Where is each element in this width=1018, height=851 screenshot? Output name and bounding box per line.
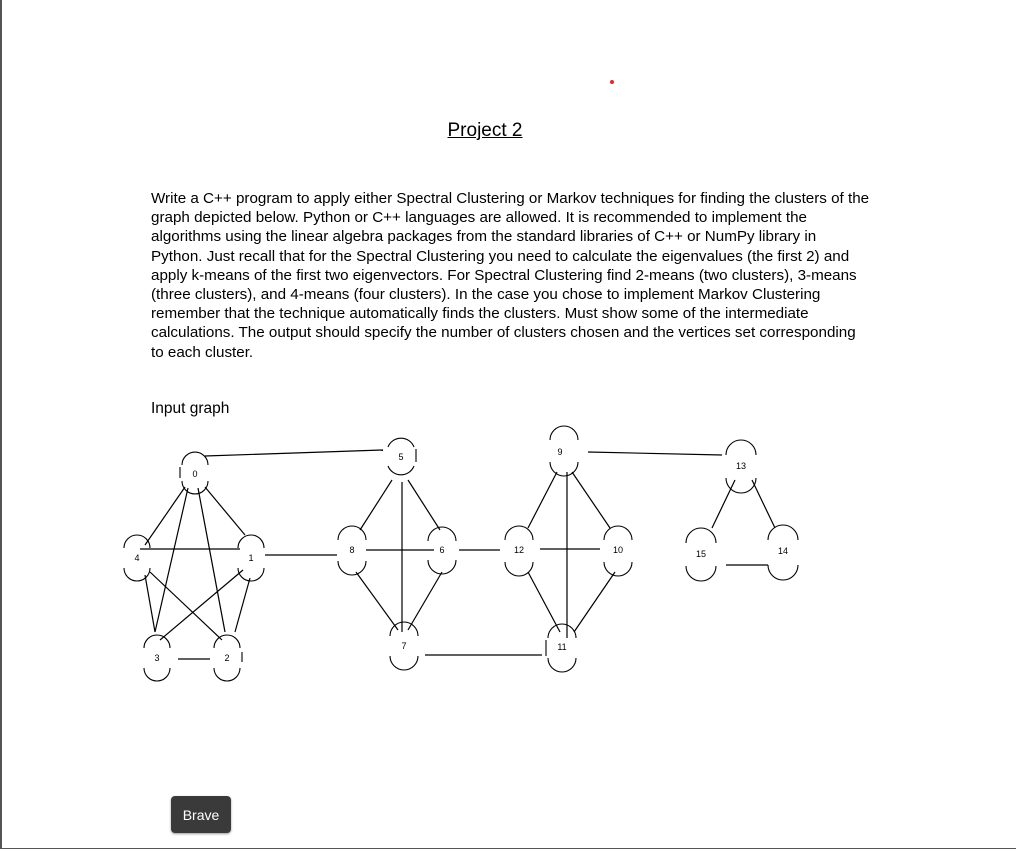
node-label-10: 10	[612, 545, 624, 555]
node-label-13: 13	[735, 461, 747, 471]
edge-13-15	[712, 480, 735, 528]
edge-0-2	[198, 488, 225, 632]
node-label-0: 0	[192, 469, 198, 479]
node-label-1: 1	[248, 553, 254, 563]
node-label-5: 5	[398, 452, 404, 462]
edge-0-1	[205, 487, 245, 535]
edge-0-4	[145, 487, 185, 545]
edge-5-8	[360, 480, 392, 530]
node-label-14: 14	[777, 546, 789, 556]
node-9	[550, 426, 578, 476]
graph-label: Input graph	[151, 400, 230, 417]
edge-9-10	[572, 472, 610, 528]
node-label-2: 2	[224, 653, 230, 663]
edge-13-14	[752, 480, 775, 528]
edge-4-3	[145, 575, 155, 632]
instructions-paragraph: Write a C++ program to apply either Spectral Clustering or Markov techniques for finding the clusters of the graph depicted below. Python or C++ languages are allowed. It is recommended to implement the algorithms using the linear algebra packages from the standard libraries of C++ or NumPy library in Python. Just recall that for the Spectral Clustering you need to calculate the eigenvalues (the first 2) and apply k-means of the first two eigenvectors. For Spectral Clustering find 2-means (two clusters), 3-means (three clusters), and 4-means (four clusters). In the case you chose to implement Markov Clustering remember that the technique automatically finds the clusters. Must show some of the intermediate calculations. The output should specify the number of clusters chosen and the vertices set corresponding to each cluster.	[151, 190, 870, 361]
edge-9-13	[588, 452, 722, 455]
node-label-4: 4	[134, 553, 140, 563]
edge-0-5	[205, 450, 383, 456]
node-label-7: 7	[401, 641, 407, 651]
node-label-15: 15	[695, 549, 707, 559]
edge-12-11	[528, 572, 560, 632]
edge-9-12	[528, 472, 557, 528]
edge-5-6	[408, 480, 440, 530]
node-label-6: 6	[439, 545, 445, 555]
brave-button[interactable]: Brave	[171, 796, 231, 833]
edge-8-7	[356, 572, 398, 630]
edge-10-11	[574, 572, 615, 632]
node-label-11: 11	[557, 642, 567, 652]
edge-1-2	[235, 578, 250, 632]
edge-0-3	[155, 488, 188, 632]
node-label-8: 8	[349, 545, 355, 555]
node-label-9: 9	[557, 447, 563, 457]
edge-1-3	[160, 570, 243, 640]
node-label-3: 3	[154, 653, 160, 663]
document-title: Project 2	[447, 120, 523, 141]
edge-6-7	[408, 572, 442, 630]
node-label-12: 12	[513, 545, 525, 555]
